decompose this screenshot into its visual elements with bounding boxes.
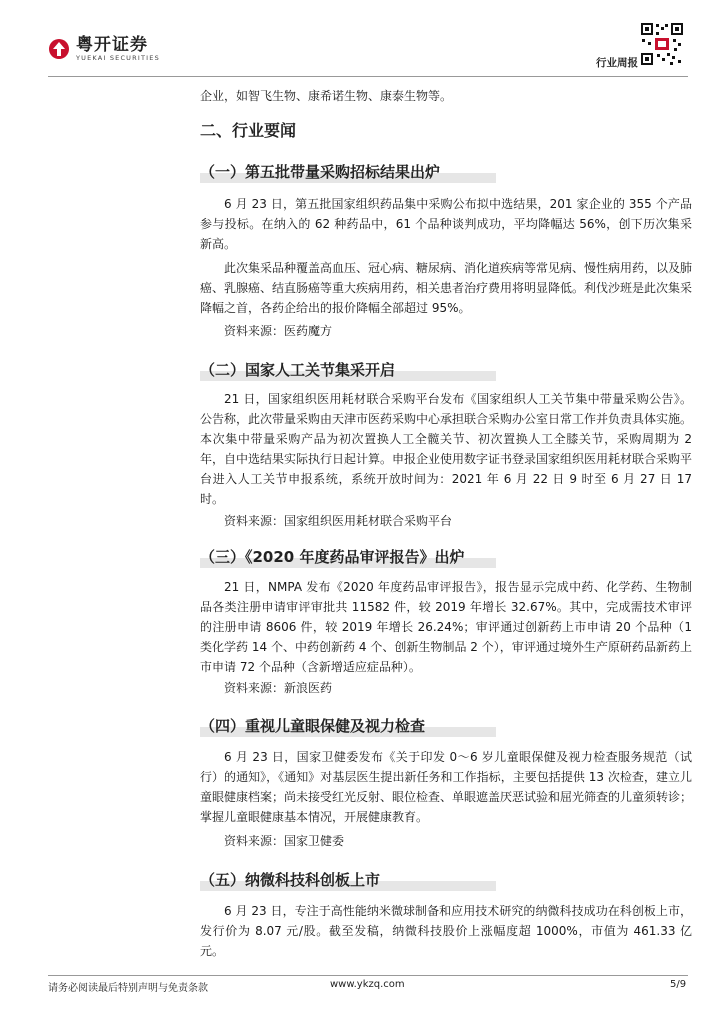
news-source: 资料来源：新浪医药 (224, 681, 333, 695)
news-paragraph: 21 日，国家组织医用耗材联合采购平台发布《国家组织人工关节集中带量采购公告》。公告称，此次带量采购由天津市医药采购中心承担联合采购办公室日常工作并负责具体实施。本次集中带量采购产品为初次置换人工全髋关节、初次置换人工全膝关节，采购周期为 2 年，自中选结果实际执行日起计算。申报企业使用数字证书登录国家组织医用耗材联合采购平台进入人工关节申报系统，系统开放时间为：2021 年 6 月 22 日 9 时至 6 月 27 日 17 时。 (200, 392, 693, 506)
qr-code-icon (640, 22, 684, 66)
news-source: 资料来源：国家组织医用耗材联合采购平台 (224, 514, 453, 528)
news-source: 资料来源：国家卫健委 (224, 834, 345, 848)
news-paragraph: 此次集采品种覆盖高血压、冠心病、糖尿病、消化道疾病等常见病、慢性病用药，以及肺癌、乳腺癌、结直肠癌等重大疾病用药，相关患者治疗费用将明显降低。利伐沙班是此次集采降幅之首，各药企给出的报价降幅全部超过 95%。 (200, 261, 693, 315)
news-paragraph: 6 月 23 日，第五批国家组织药品集中采购公布拟中选结果，201 家企业的 355 个产品参与投标。在纳入的 62 种药品中，61 个品种谈判成功，平均降幅达 56%，创下历次集采新高。 (200, 197, 692, 251)
report-type-label: 行业周报 (596, 57, 638, 69)
header-divider (48, 76, 688, 77)
footer-divider (48, 975, 688, 976)
news-source: 资料来源：医药魔方 (224, 324, 333, 338)
footer-website: www.ykzq.com (330, 979, 405, 990)
intro-paragraph: 企业，如智飞生物、康希诺生物、康泰生物等。 (200, 89, 453, 103)
news-title-1: （一）第五批带量采购招标结果出炉 (200, 161, 692, 183)
news-title-3: （三）《2020 年度药品审评报告》出炉 (200, 546, 692, 568)
news-paragraph: 21 日，NMPA 发布《2020 年度药品审评报告》，报告显示完成中药、化学药、生物制品各类注册申请审评审批共 11582 件，较 2019 年增长 32.67%。其中，完成需技术审评的注册申请 8606 件，较 2019 年增长 26.24%；审评通过创新药上市申请 20 个品种（1 类化学药 14 个、中药创新药 4 个、创新生物制品 2 个），审评通过境外生产原研药品新药上市申请 72 个品种（含新增适应症品种）。 (200, 580, 692, 674)
logo-chinese-name: 粤开证券 (76, 35, 148, 55)
news-title-4: （四）重视儿童眼保健及视力检查 (200, 715, 692, 737)
news-paragraph: 6 月 23 日，专注于高性能纳米微球制备和应用技术研究的纳微科技成功在科创板上市，发行价为 8.07 元/股。截至发稿，纳微科技股价上涨幅度超 1000%，市值为 461.33 亿元。 (200, 904, 692, 958)
news-paragraph: 6 月 23 日，国家卫健委发布《关于印发 0～6 岁儿童眼保健及视力检查服务规范（试行）的通知》，《通知》对基层医生提出新任务和工作指标，主要包括提供 13 次检查，建立儿童眼健康档案；尚未接受红光反射、眼位检查、单眼遮盖厌恶试验和屈光筛查的儿童须转诊；掌握儿童眼健康基本情况，开展健康教育。 (200, 750, 693, 824)
logo-mark-icon (48, 38, 70, 60)
news-title-5: （五）纳微科技科创板上市 (200, 869, 692, 891)
page-header (0, 0, 724, 80)
footer-disclaimer: 请务必阅读最后特别声明与免责条款 (48, 983, 208, 994)
footer-page-number: 5/9 (670, 979, 687, 990)
section-title: 二、行业要闻 (200, 121, 297, 140)
news-title-2: （二）国家人工关节集采开启 (200, 359, 692, 381)
company-logo (48, 36, 160, 62)
logo-english-name: YUEKAI SECURITIES (76, 54, 160, 62)
